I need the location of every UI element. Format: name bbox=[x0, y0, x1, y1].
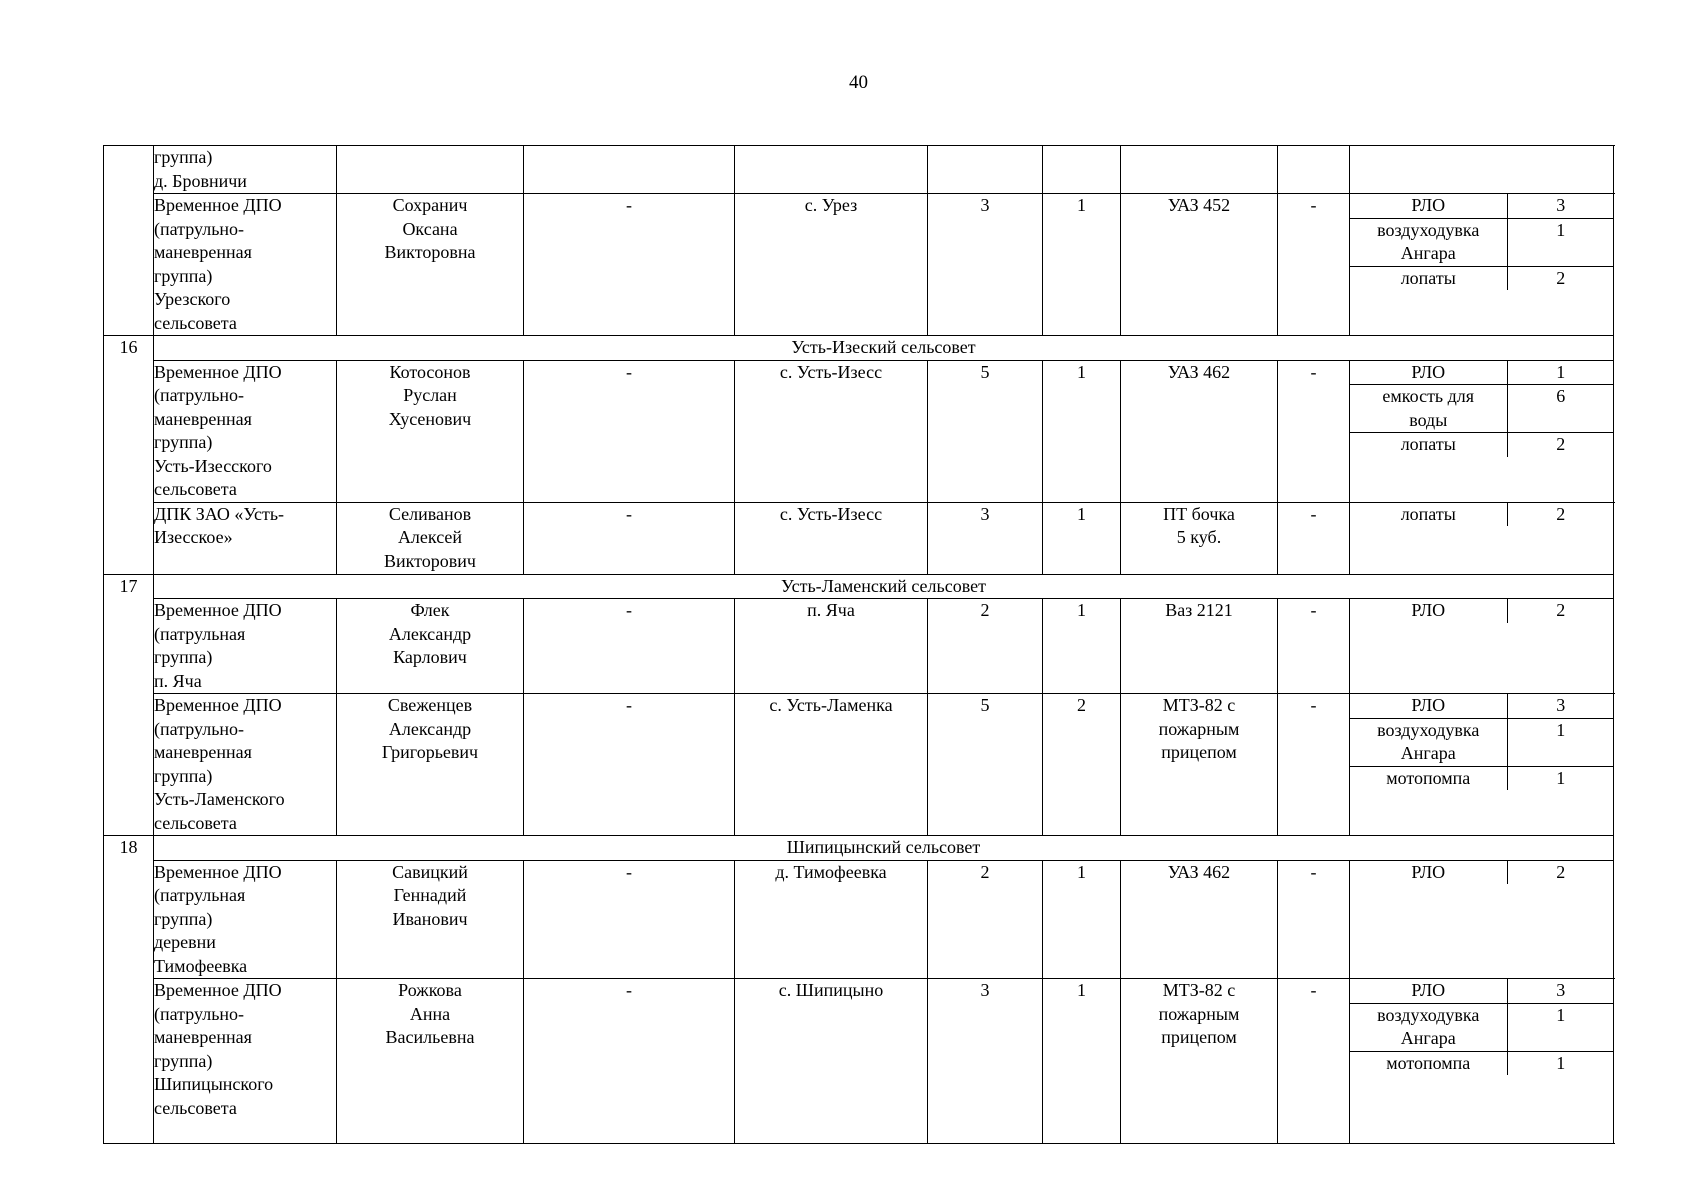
people-count: 3 bbox=[928, 194, 1043, 336]
equipment-name: лопаты bbox=[1350, 266, 1507, 290]
phone: - bbox=[524, 860, 735, 979]
section-number: 17 bbox=[104, 574, 154, 836]
equipment-item bbox=[1350, 861, 1614, 885]
section-row bbox=[104, 336, 1614, 361]
table-row bbox=[104, 146, 1614, 194]
head-name: Свеженцев Александр Григорьевич bbox=[337, 694, 524, 836]
equipment-item bbox=[1350, 979, 1614, 1003]
location: д. Тимофеевка bbox=[735, 860, 928, 979]
equipment-cell bbox=[1350, 360, 1614, 502]
vehicle: УАЗ 452 bbox=[1121, 194, 1278, 336]
table-row bbox=[104, 860, 1614, 979]
other-equipment: - bbox=[1278, 694, 1350, 836]
equipment-name: мотопомпа bbox=[1350, 766, 1507, 790]
equipment-qty: 2 bbox=[1507, 266, 1614, 290]
location: п. Яча bbox=[735, 599, 928, 694]
equipment-qty: 1 bbox=[1507, 766, 1614, 790]
equipment-qty: 1 bbox=[1507, 361, 1614, 385]
section-title: Шипицынский сельсовет bbox=[154, 836, 1614, 861]
section-row bbox=[104, 836, 1614, 861]
head-name: Селиванов Алексей Викторович bbox=[337, 502, 524, 574]
equipment-cell bbox=[1350, 860, 1614, 979]
vehicle: МТЗ-82 с пожарным прицепом bbox=[1121, 979, 1278, 1144]
equipment-item bbox=[1350, 1003, 1614, 1051]
equipment-qty: 2 bbox=[1507, 503, 1614, 527]
table-row bbox=[104, 599, 1614, 694]
people-count: 3 bbox=[928, 979, 1043, 1144]
equipment-qty: 1 bbox=[1507, 218, 1614, 266]
section-number: 16 bbox=[104, 336, 154, 575]
equipment-list bbox=[1350, 361, 1614, 457]
vehicle: Ваз 2121 bbox=[1121, 599, 1278, 694]
equipment-qty: 1 bbox=[1507, 718, 1614, 766]
people-count: 5 bbox=[928, 360, 1043, 502]
vehicle: ПТ бочка 5 куб. bbox=[1121, 502, 1278, 574]
location: с. Усть-Изесс bbox=[735, 502, 928, 574]
unit-name: Временное ДПО (патрульно- маневренная группа) Усть-Изесского сельсовета bbox=[154, 360, 337, 502]
equipment-item bbox=[1350, 694, 1614, 718]
table-row bbox=[104, 502, 1614, 574]
units-count: 1 bbox=[1043, 194, 1121, 336]
other-equipment: - bbox=[1278, 599, 1350, 694]
units-count: 2 bbox=[1043, 694, 1121, 836]
phone: - bbox=[524, 502, 735, 574]
unit-name: группа) д. Бровничи bbox=[154, 146, 337, 194]
units-count: 1 bbox=[1043, 979, 1121, 1144]
unit-name: Временное ДПО (патрульно- маневренная группа) Урезского сельсовета bbox=[154, 194, 337, 336]
head-name bbox=[337, 146, 524, 194]
equipment-cell bbox=[1350, 502, 1614, 574]
equipment-list bbox=[1350, 194, 1614, 290]
equipment-cell bbox=[1350, 194, 1614, 336]
equipment-item bbox=[1350, 718, 1614, 766]
units-count: 1 bbox=[1043, 599, 1121, 694]
equipment-name: РЛО bbox=[1411, 361, 1446, 382]
unit-name: Временное ДПО (патрульная группа) п. Яча bbox=[154, 599, 337, 694]
equipment-cell bbox=[1350, 979, 1614, 1144]
location: с. Усть-Изесс bbox=[735, 360, 928, 502]
equipment-qty: 1 bbox=[1507, 1051, 1614, 1075]
equipment-list bbox=[1350, 599, 1614, 623]
equipment-item bbox=[1350, 503, 1614, 527]
equipment-qty: 1 bbox=[1507, 1003, 1614, 1051]
people-count: 5 bbox=[928, 694, 1043, 836]
equipment-item bbox=[1350, 361, 1614, 385]
equipment-cell bbox=[1350, 146, 1614, 194]
equipment-name: РЛО bbox=[1411, 695, 1446, 715]
equipment-name: РЛО bbox=[1411, 600, 1446, 620]
head-name: Савицкий Геннадий Иванович bbox=[337, 860, 524, 979]
number-cell bbox=[104, 146, 154, 336]
equipment-list bbox=[1350, 503, 1614, 527]
equipment-list bbox=[1350, 694, 1614, 790]
unit-name: Временное ДПО (патрульная группа) деревни Тимофеевка bbox=[154, 860, 337, 979]
vehicle: УАЗ 462 bbox=[1121, 360, 1278, 502]
location: с. Шипицыно bbox=[735, 979, 928, 1144]
table-row bbox=[104, 694, 1614, 836]
equipment-name: РЛО bbox=[1411, 195, 1446, 215]
location: с. Усть-Ламенка bbox=[735, 694, 928, 836]
vehicle bbox=[1121, 146, 1278, 194]
section-title: Усть-Изеский сельсовет bbox=[154, 336, 1614, 361]
equipment-name: емкость для воды bbox=[1350, 385, 1507, 433]
other-equipment: - bbox=[1278, 860, 1350, 979]
people-count: 2 bbox=[928, 860, 1043, 979]
section-row bbox=[104, 574, 1614, 599]
equipment-list bbox=[1350, 861, 1614, 885]
people-count: 2 bbox=[928, 599, 1043, 694]
equipment-qty: 2 bbox=[1507, 599, 1614, 623]
equipment-cell bbox=[1350, 599, 1614, 694]
equipment-item bbox=[1350, 599, 1614, 623]
page-number: 40 bbox=[849, 72, 868, 93]
units-count: 1 bbox=[1043, 860, 1121, 979]
equipment-name: воздуходувка Ангара bbox=[1350, 1003, 1507, 1051]
equipment-name: лопаты bbox=[1400, 503, 1456, 524]
unit-name: ДПК ЗАО «Усть- Изесское» bbox=[154, 502, 337, 574]
equipment-item bbox=[1350, 266, 1614, 290]
equipment-qty: 3 bbox=[1507, 194, 1614, 218]
other-equipment: - bbox=[1278, 979, 1350, 1144]
phone: - bbox=[524, 599, 735, 694]
equipment-cell bbox=[1350, 694, 1614, 836]
other-equipment: - bbox=[1278, 360, 1350, 502]
equipment-name: воздуходувка Ангара bbox=[1350, 218, 1507, 266]
units-count bbox=[1043, 146, 1121, 194]
head-name: Рожкова Анна Васильевна bbox=[337, 979, 524, 1144]
equipment-item bbox=[1350, 385, 1614, 433]
location: с. Урез bbox=[735, 194, 928, 336]
location bbox=[735, 146, 928, 194]
vehicle: МТЗ-82 с пожарным прицепом bbox=[1121, 694, 1278, 836]
fire-brigades-table bbox=[103, 145, 1614, 1144]
other-equipment: - bbox=[1278, 194, 1350, 336]
equipment-qty: 3 bbox=[1507, 979, 1614, 1003]
equipment-name: лопаты bbox=[1350, 433, 1507, 457]
phone bbox=[524, 146, 735, 194]
phone: - bbox=[524, 194, 735, 336]
equipment-item bbox=[1350, 218, 1614, 266]
equipment-name: мотопомпа bbox=[1350, 1051, 1507, 1075]
equipment-item bbox=[1350, 433, 1614, 457]
head-name: Сохранич Оксана Викторовна bbox=[337, 194, 524, 336]
equipment-name: РЛО bbox=[1411, 861, 1446, 882]
phone: - bbox=[524, 694, 735, 836]
equipment-qty: 2 bbox=[1507, 433, 1614, 457]
people-count: 3 bbox=[928, 502, 1043, 574]
vehicle: УАЗ 462 bbox=[1121, 860, 1278, 979]
equipment-list bbox=[1350, 979, 1614, 1075]
section-title: Усть-Ламенский сельсовет bbox=[154, 574, 1614, 599]
table-row bbox=[104, 194, 1614, 336]
other-equipment bbox=[1278, 146, 1350, 194]
table-row bbox=[104, 979, 1614, 1144]
equipment-item bbox=[1350, 766, 1614, 790]
phone: - bbox=[524, 360, 735, 502]
people-count bbox=[928, 146, 1043, 194]
units-count: 1 bbox=[1043, 502, 1121, 574]
head-name: Флек Александр Карлович bbox=[337, 599, 524, 694]
units-count: 1 bbox=[1043, 360, 1121, 502]
head-name: Котосонов Руслан Хусенович bbox=[337, 360, 524, 502]
other-equipment: - bbox=[1278, 502, 1350, 574]
equipment-item bbox=[1350, 1051, 1614, 1075]
equipment-qty: 6 bbox=[1507, 385, 1614, 433]
equipment-qty: 3 bbox=[1507, 694, 1614, 718]
phone: - bbox=[524, 979, 735, 1144]
unit-name: Временное ДПО (патрульно- маневренная группа) Усть-Ламенского сельсовета bbox=[154, 694, 337, 836]
equipment-name: РЛО bbox=[1411, 980, 1446, 1000]
equipment-item bbox=[1350, 194, 1614, 218]
equipment-qty: 2 bbox=[1507, 861, 1614, 885]
equipment-name: воздуходувка Ангара bbox=[1350, 718, 1507, 766]
table-row bbox=[104, 360, 1614, 502]
section-number: 18 bbox=[104, 836, 154, 1144]
unit-name: Временное ДПО (патрульно- маневренная группа) Шипицынского сельсовета bbox=[154, 979, 337, 1144]
